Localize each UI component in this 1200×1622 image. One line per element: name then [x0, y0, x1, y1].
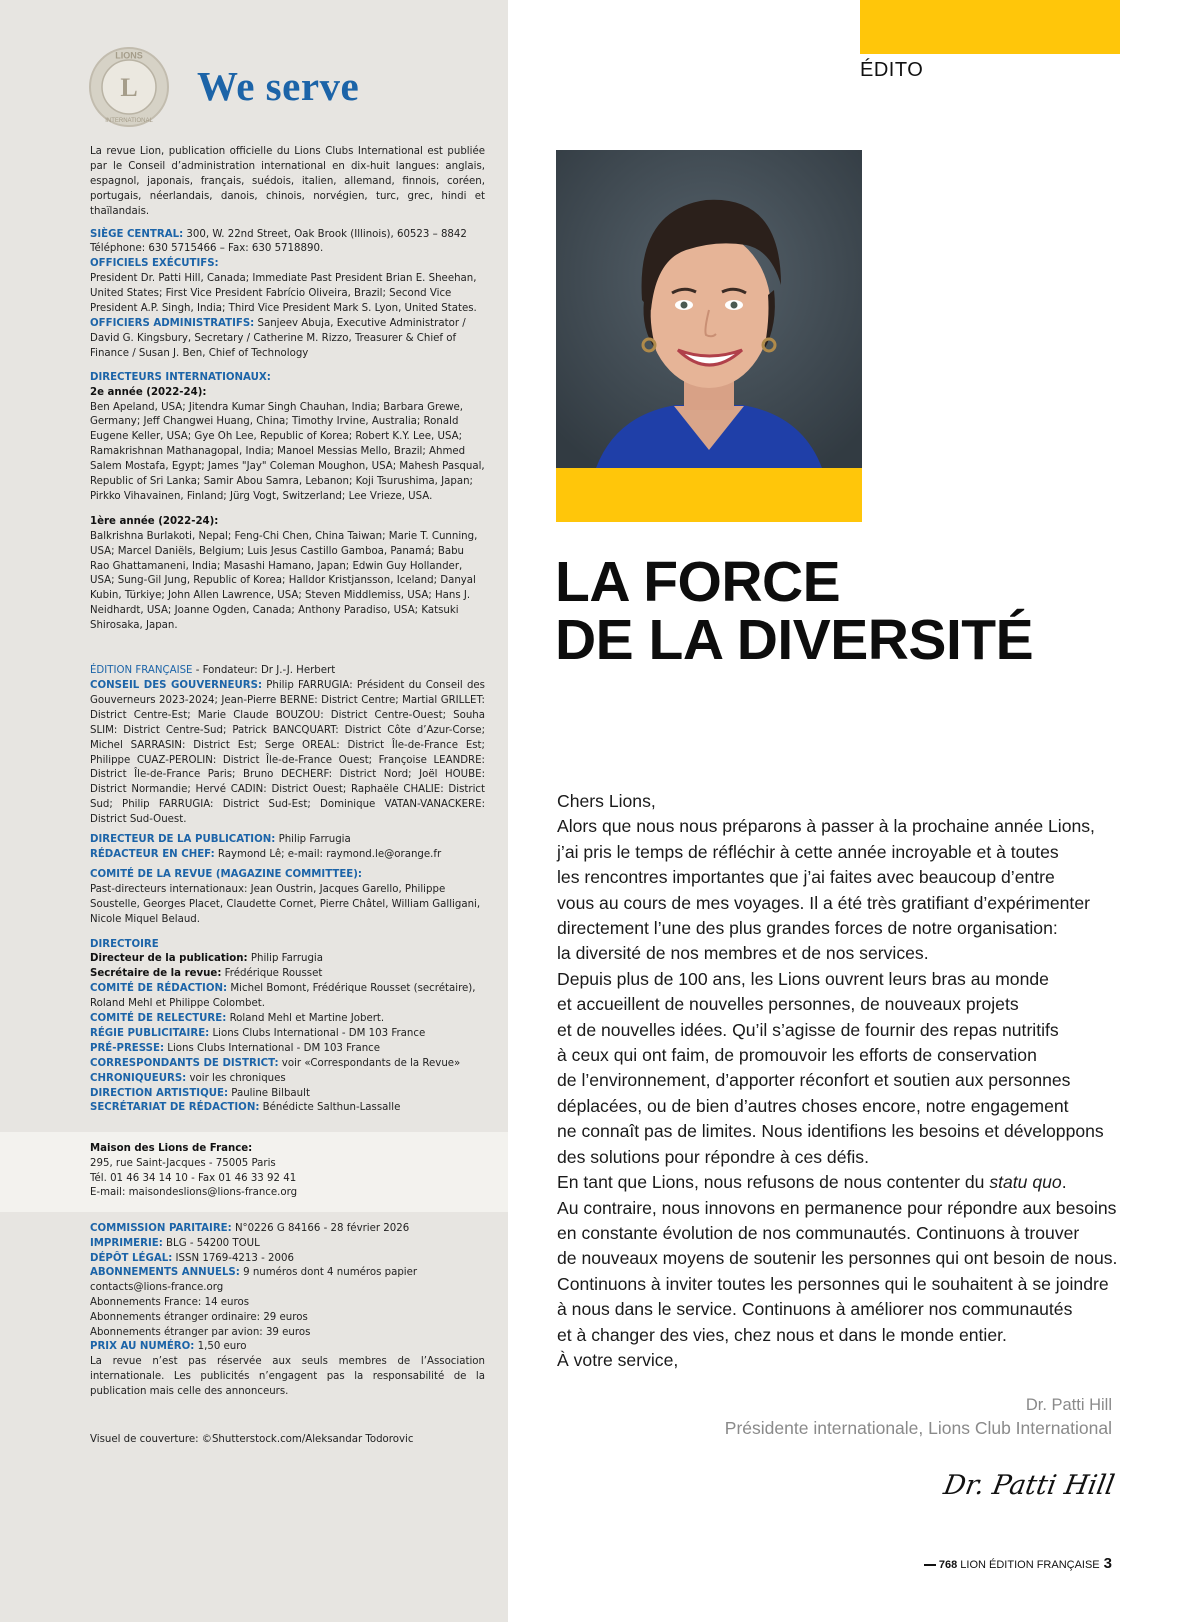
comite-revue-label: COMITÉ DE LA REVUE (MAGAZINE COMMITTEE):: [90, 868, 362, 880]
body-line: à nous dans le service. Continuons à améliorer nos communautés: [557, 1299, 1073, 1320]
regie-text: Lions Clubs International - DM 103 France: [209, 1027, 426, 1039]
legal-block: [90, 1222, 485, 1400]
maison-title: Maison des Lions de France:: [90, 1143, 253, 1154]
footer-publication: LION ÉDITION FRANÇAISE: [957, 1559, 1100, 1571]
directors-year1-block: [90, 515, 485, 634]
author-name: Dr. Patti Hill: [1025, 1396, 1112, 1414]
siege-tel: Téléphone: 630 5715466 – Fax: 630 5718890.: [90, 243, 324, 255]
body-line: Continuons à inviter toutes les personnes qui le souhaitent à se joindre: [557, 1273, 1109, 1294]
corresp-text: voir «Correspondants de la Revue»: [278, 1057, 461, 1069]
dir-pub2-text: Philip Farrugia: [247, 953, 324, 965]
comite-revue-text: Past-directeurs internationaux: Jean Oustrin, Jacques Garello, Philippe Soustelle, Georges Placet, Claudette Cornet, Pierre Châtel, William Galligani, Nicole Miquel Belaud.: [90, 883, 481, 925]
conseil-text: Philip FARRUGIA: Président du Conseil des Gouverneurs 2023-2024; Jean-Pierre BERNE: District Centre; Martial GRILLET: District Centre-Est; Marie Claude BOUZOU: District Centre-Ouest; Souha SLIM: District Centre-Sud; Patrick BANCQUART: District Côte d’Azur-Corse; Michel SARRASIN: District Est; Serge OREAL: District Île-de-France Est; Philippe CUAZ-PEROLIN: District Île-de-France Ouest; Françoise LEANDRE: District Île-de-France Paris; Bruno DECHERF: District Nord; Joël HOUBE: District Normandie; Hervé CADIN: District Ouest; Raphaële CHALIE: District Sud; Philip FARRUGIA: District Sud-Est; Dominique VATAN-VANACKERE: District Sud-Ouest.: [90, 680, 485, 826]
red-chef-label: RÉDACTEUR EN CHEF:: [90, 848, 215, 860]
body-line: ne connaît pas de limites. Nous identifions les besoins et développons: [557, 1121, 1104, 1142]
author-title: Présidente internationale, Lions Club International: [724, 1418, 1112, 1438]
regie-label: RÉGIE PUBLICITAIRE:: [90, 1027, 210, 1039]
prepresse-label: PRÉ-PRESSE:: [90, 1042, 165, 1054]
committee-block: [90, 868, 485, 928]
secretariat-label: SECRÉTARIAT DE RÉDACTION:: [90, 1102, 260, 1114]
logo-subtext: INTERNATIONAL: [105, 118, 153, 124]
headline-line-2: DE LA DIVERSITÉ: [555, 608, 1034, 672]
body-line: Chers Lions,: [557, 791, 656, 811]
red-chef-text: Raymond Lê; e-mail: raymond.le@orange.fr: [214, 848, 442, 860]
section-label: ÉDITO: [860, 59, 924, 81]
headline-line-1: LA FORCE: [555, 550, 841, 614]
abonnements-label: ABONNEMENTS ANNUELS:: [90, 1267, 240, 1279]
portrait-photo: [556, 150, 862, 468]
conseil-label: CONSEIL DES GOUVERNEURS:: [90, 680, 263, 691]
statu-suffix: .: [1061, 1172, 1067, 1193]
siege-label: SIÈGE CENTRAL:: [90, 228, 184, 240]
body-line: à ceux qui ont faim, de promouvoir les efforts de conservation: [557, 1045, 1037, 1066]
page-footer: [924, 1555, 1112, 1572]
commission-text: N°0226 G 84166 - 28 février 2026: [231, 1223, 410, 1234]
statu-prefix: En tant que Lions, nous refusons de nous contenter du: [557, 1172, 990, 1193]
comite-red-label: COMITÉ DE RÉDACTION:: [90, 983, 228, 995]
commission-label: COMMISSION PARITAIRE:: [90, 1223, 232, 1234]
body-line: directement l’une des plus grandes forces de notre organisation:: [557, 918, 1058, 939]
body-line: Depuis plus de 100 ans, les Lions ouvrent leurs bras au monde: [557, 968, 1049, 989]
maison-tel: Tél. 01 46 34 14 10 - Fax 01 46 33 92 41: [90, 1172, 297, 1184]
depot-text: ISSN 1769-4213 - 2006: [172, 1252, 294, 1264]
officiers-text: Sanjeev Abuja, Executive Administrator / David G. Kingsbury, Secretary / Catherine M. Rizzo, Treasurer & Chief of Finance / Susan J. Ben, Chief of Technology: [90, 317, 466, 359]
chroniqueurs-text: voir les chroniques: [186, 1072, 286, 1084]
dir-pub2-label: Directeur de la publication:: [90, 953, 248, 965]
page-number: 3: [1103, 1555, 1112, 1572]
officiers-label: OFFICIERS ADMINISTRATIFS:: [90, 317, 255, 329]
statu-italic: statu quo: [989, 1172, 1062, 1193]
maison-email: E-mail: maisondeslions@lions-france.org: [90, 1187, 298, 1199]
publication-block: [90, 833, 485, 863]
footer-dash: [924, 1564, 936, 1566]
abo-france: Abonnements France: 14 euros: [90, 1296, 250, 1308]
directoire-label: DIRECTOIRE: [90, 938, 159, 950]
edition-label: ÉDITION FRANÇAISE: [90, 665, 193, 677]
edition-text: - Fondateur: Dr J.-J. Herbert: [192, 665, 336, 677]
handwritten-signature: Dr. Patti Hill: [941, 1470, 1117, 1501]
comite-rel-text: Roland Mehl et Martine Jobert.: [226, 1013, 385, 1025]
directoire-block: [90, 938, 485, 1117]
chroniqueurs-label: CHRONIQUEURS:: [90, 1072, 187, 1084]
year1-text: Balkrishna Burlakoti, Nepal; Feng-Chi Chen, China Taiwan; Marie T. Cunning, USA; Marcel Daniëls, Belgium; Luis Jesus Castillo Gamboa, Panamá; Babu Rao Ghattamaneni, India; Masashi Hamano, Japan; Edwin Guy Hollander, USA; Sung-Gil Jung, Republic of Korea; Halldor Kristjansson, Iceland; Danyal Kubin, Türkiye; John Allen Lawrence, USA; Steven Middlemiss, USA; Hans J. Neidhardt, USA; Joanne Ogden, Canada; Anthony Paradiso, USA; Katsuki Shirosaka, Japan.: [90, 530, 478, 632]
svg-text:L: L: [120, 73, 138, 102]
body-line: en constante évolution de nos communautés. Continuons à trouver: [557, 1222, 1080, 1243]
body-line: j’ai pris le temps de réfléchir à cette année incroyable et à toutes: [557, 841, 1059, 862]
edition-block: [90, 664, 485, 828]
dir-art-text: Pauline Bilbault: [228, 1087, 310, 1099]
yellow-photo-bar: [556, 468, 862, 522]
dir-pub-label: DIRECTEUR DE LA PUBLICATION:: [90, 834, 276, 846]
yellow-accent-bar: [860, 0, 1120, 54]
body-line: vous au cours de mes voyages. Il a été très gratifiant d’expérimenter: [557, 892, 1090, 913]
body-line: la diversité de nos membres et de nos services.: [557, 943, 929, 964]
abo-etranger: Abonnements étranger ordinaire: 29 euros: [90, 1311, 308, 1323]
prix-label: PRIX AU NUMÉRO:: [90, 1341, 195, 1353]
intro-paragraph: La revue Lion, publication officielle du Lions Clubs International est publiée par le Conseil d’administration international en dix-huit langues: anglais, espagnol, japonais, français, suédois, italien, allemand, finnois, coréen, portugais, néerlandais, danois, chinois, norvégien, turc, grec, hindi et thaïlandais.: [90, 146, 485, 217]
body-line: de nouveaux moyens de soutenir les personnes qui ont besoin de nous.: [557, 1248, 1118, 1269]
footer-issue: 768: [938, 1559, 958, 1571]
we-serve-title: We serve: [197, 63, 360, 109]
secr-revue-text: Frédérique Rousset: [221, 968, 323, 980]
directors-year2-block: [90, 371, 485, 505]
body-line: Au contraire, nous innovons en permanence pour répondre aux besoins: [557, 1197, 1117, 1218]
imprimerie-text: BLG - 54200 TOUL: [162, 1237, 260, 1249]
contact-email: contacts@lions-france.org: [90, 1282, 224, 1294]
mention-text: La revue n’est pas réservée aux seuls membres de l’Association internationale. Les publicités n’engagent pas la responsabilité de la publication mais celle des annonceurs.: [90, 1356, 485, 1397]
dir-art-label: DIRECTION ARTISTIQUE:: [90, 1087, 229, 1099]
directeurs-label: DIRECTEURS INTERNATIONAUX:: [90, 371, 271, 383]
body-line-statu-quo: [557, 1170, 1117, 1195]
headline: [555, 550, 1034, 672]
corresp-label: CORRESPONDANTS DE DISTRICT:: [90, 1057, 279, 1069]
logo-text: LIONS: [115, 50, 143, 61]
body-line: déplacées, ou de bien d’autres choses encore, notre engagement: [557, 1095, 1069, 1116]
secretariat-text: Bénédicte Salthun-Lassalle: [259, 1102, 401, 1114]
comite-rel-label: COMITÉ DE RELECTURE:: [90, 1013, 227, 1025]
body-line: et de nouvelles idées. Qu’il s’agisse de fournir des repas nutritifs: [557, 1019, 1059, 1040]
body-line: de l’environnement, d’apporter réconfort et soutien aux personnes: [557, 1070, 1071, 1091]
maison-address: 295, rue Saint-Jacques - 75005 Paris: [90, 1157, 276, 1169]
depot-label: DÉPÔT LÉGAL:: [90, 1252, 173, 1264]
body-line: et accueillent de nouvelles personnes, de nouveaux projets: [557, 994, 1019, 1015]
body-line: À votre service,: [557, 1349, 679, 1370]
secr-revue-label: Secrétaire de la revue:: [90, 968, 222, 980]
officiels-label: OFFICIELS EXÉCUTIFS:: [90, 258, 219, 270]
body-line: des solutions pour répondre à ces défis.: [557, 1146, 869, 1167]
cover-credit: Visuel de couverture: ©Shutterstock.com/Aleksandar Todorovic: [90, 1434, 414, 1445]
lions-logo: [88, 46, 170, 128]
imprimerie-label: IMPRIMERIE:: [90, 1237, 163, 1249]
officiels-text: President Dr. Patti Hill, Canada; Immediate Past President Brian E. Sheehan, United States; First Vice President Fabrício Oliveira, Brazil; Second Vice President A.P. Singh, India; Third Vice President Mark S. Lyon, United States.: [90, 273, 477, 315]
body-line: et à changer des vies, chez nous et dans le monde entier.: [557, 1324, 1007, 1345]
prix-text: 1,50 euro: [194, 1341, 247, 1353]
body-line: les rencontres importantes que j’ai faites avec beaucoup d’entre: [557, 867, 1055, 888]
editorial-body: [557, 789, 1117, 1373]
year1-label: 1ère année (2022-24):: [90, 515, 219, 527]
headquarters-block: [90, 228, 485, 362]
maison-des-lions-block: [90, 1142, 485, 1201]
prepresse-text: Lions Clubs International - DM 103 France: [164, 1042, 381, 1054]
abo-avion: Abonnements étranger par avion: 39 euros: [90, 1326, 311, 1338]
masthead-text: [90, 145, 485, 1124]
year2-label: 2e année (2022-24):: [90, 386, 207, 398]
comite-red-text: Michel Bomont, Frédérique Rousset (secrétaire), Roland Mehl et Philippe Colombet.: [90, 983, 476, 1010]
siege-text: 300, W. 22nd Street, Oak Brook (Illinois), 60523 – 8842: [183, 228, 467, 240]
abonnements-text: 9 numéros dont 4 numéros papier: [239, 1267, 418, 1279]
body-line: Alors que nous nous préparons à passer à la prochaine année Lions,: [557, 816, 1095, 837]
year2-text: Ben Apeland, USA; Jitendra Kumar Singh Chauhan, India; Barbara Grewe, Germany; Jeff Changwei Huang, China; Timothy Irvine, Australia; Ronald Eugene Keller, USA; Gye Oh Lee, Republic of Korea; Robert K.Y. Lee, USA; Ramakrishnan Mathanagopal, India; Manoel Messias Mello, Brazil; Ahmed Salem Mostafa, Egypt; James "Jay" Coleman Moughon, USA; Mahesh Pasqual, Republic of Sri Lanka; Samir Abou Samra, Lebanon; Koji Tsurushima, Japan; Pirkko Vihavainen, Finland; Jürg Vogt, Switzerland; Lee Vrieze, USA.: [90, 401, 485, 502]
dir-pub-text: Philip Farrugia: [275, 834, 351, 846]
